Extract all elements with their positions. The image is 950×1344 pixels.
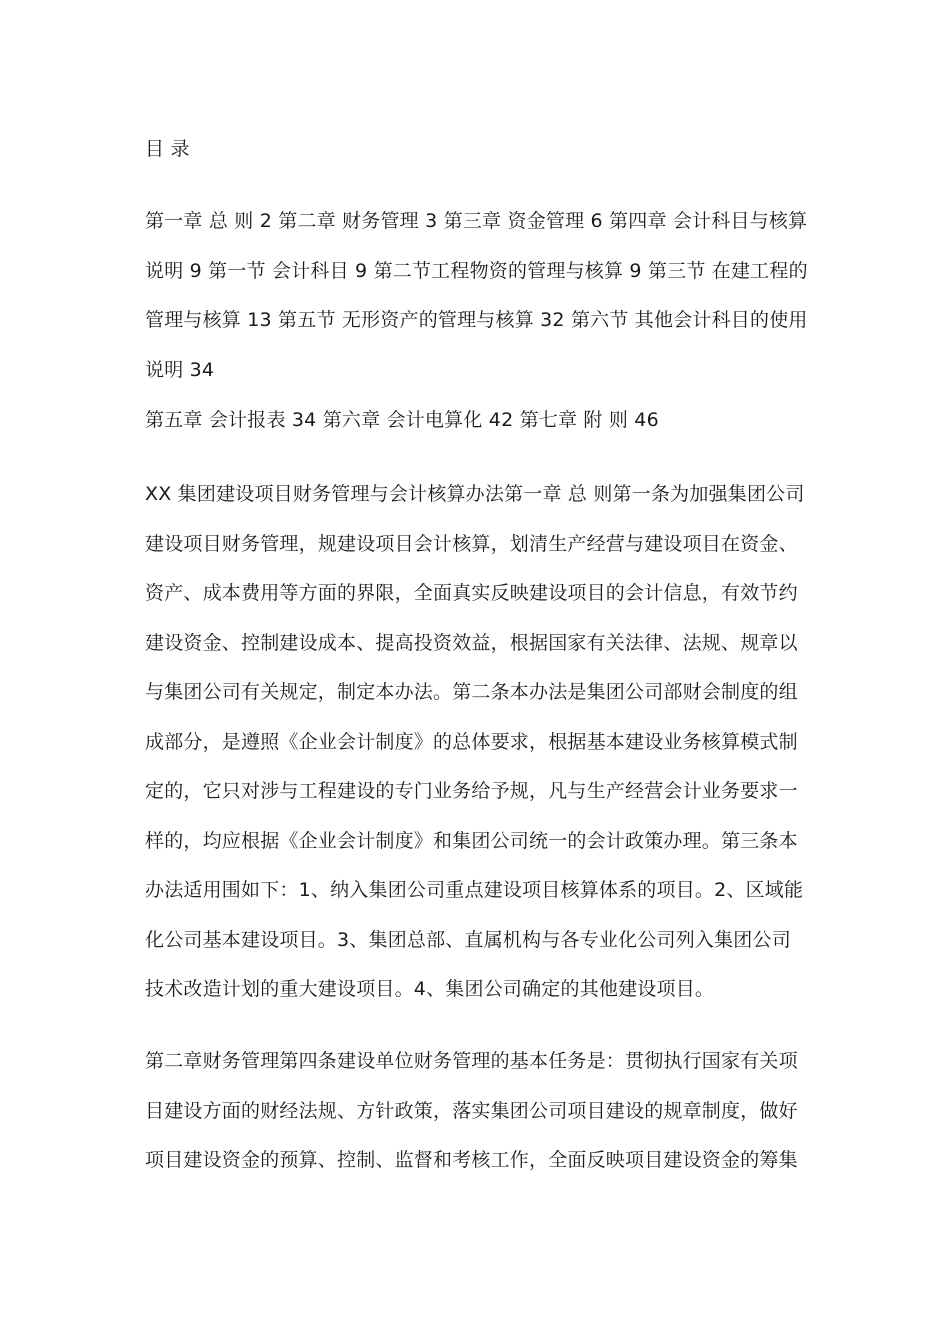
paragraph-line: 资产、成本费用等方面的界限，全面真实反映建设项目的会计信息，有效节约 — [145, 582, 798, 604]
paragraph-line: 定的，它只对涉与工程建设的专门业务给予规，凡与生产经营会计业务要求一 — [145, 780, 798, 802]
toc-entries — [145, 197, 808, 395]
paragraph-line: 样的，均应根据《企业会计制度》和集团公司统一的会计政策办理。第三条本 — [145, 829, 798, 852]
paragraph-line: 技术改造计划的重大建设项目。4、集团公司确定的其他建设项目。 — [145, 978, 715, 1000]
paragraph-line: XX 集团建设项目财务管理与会计核算办法第一章 总 则第一条为加强集团公司 — [145, 483, 805, 505]
paragraph-line: 与集团公司有关规定，制定本办法。第二条本办法是集团公司部财会制度的组 — [145, 681, 798, 703]
toc-line: 第五章 会计报表 34 第六章 会计电算化 42 第七章 附 则 46 — [145, 409, 659, 431]
toc-entries-continued — [145, 396, 805, 446]
toc-line: 说明 9 第一节 会计科目 9 第二节工程物资的管理与核算 9 第三节 在建工程的 — [145, 259, 808, 282]
toc-line: 第一章 总 则 2 第二章 财务管理 3 第三章 资金管理 6 第四章 会计科目与核算 — [145, 210, 808, 232]
paragraph-line: 建设项目财务管理，规建设项目会计核算，划清生产经营与建设项目在资金、 — [145, 532, 798, 555]
chapter-two-paragraph — [145, 1037, 805, 1186]
toc-line: 说明 34 — [145, 358, 215, 381]
paragraph-line: 第二章财务管理第四条建设单位财务管理的基本任务是：贯彻执行国家有关项 — [145, 1050, 798, 1072]
paragraph-line: 办法适用围如下：1、纳入集团公司重点建设项目核算体系的项目。2、区域能 — [145, 879, 804, 901]
toc-heading — [145, 125, 805, 175]
paragraph-line: 目建设方面的财经法规、方针政策，落实集团公司项目建设的规章制度，做好 — [145, 1099, 798, 1122]
paragraph-line: 项目建设资金的预算、控制、监督和考核工作，全面反映项目建设资金的筹集 — [145, 1149, 798, 1171]
paragraph-line: 成部分，是遵照《企业会计制度》的总体要求，根据基本建设业务核算模式制 — [145, 730, 798, 753]
paragraph-line: 建设资金、控制建设成本、提高投资效益，根据国家有关法律、法规、规章以 — [145, 631, 798, 654]
paragraph-line: 化公司基本建设项目。3、集团总部、直属机构与各专业化公司列入集团公司 — [145, 928, 791, 951]
toc-line: 管理与核算 13 第五节 无形资产的管理与核算 32 第六节 其他会计科目的使用 — [145, 309, 808, 331]
toc-heading-text: 目 录 — [145, 138, 190, 160]
chapter-one-paragraph — [145, 470, 805, 1015]
